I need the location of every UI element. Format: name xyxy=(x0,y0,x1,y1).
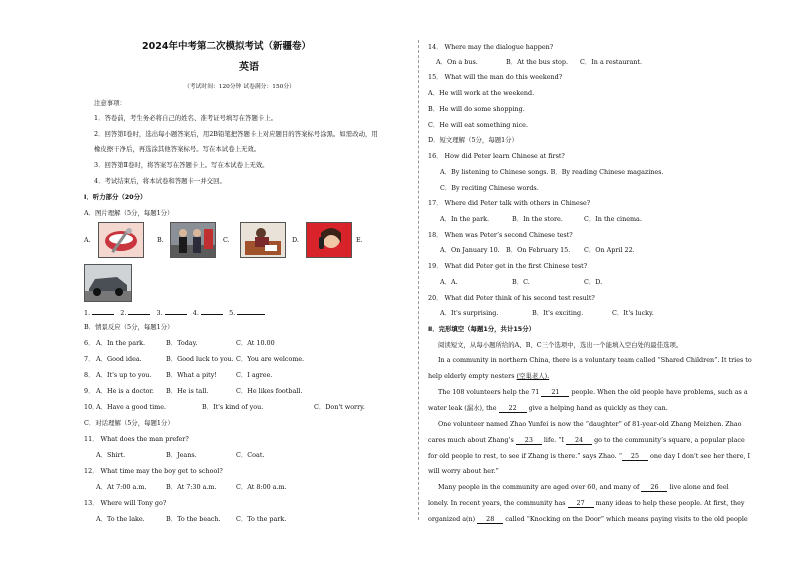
note-item: 4．考试结束后，将本试卷和答题卡一并交回。 xyxy=(94,177,226,185)
cloze-line: organized a(n) 28 called “Knocking on the Door” which means paying visits to the old people xyxy=(428,515,748,523)
blank-23[interactable]: 23 xyxy=(516,436,542,445)
blank-25[interactable]: 25 xyxy=(622,452,648,461)
question-14: 14． Where may the dialogue happen? xyxy=(428,43,554,51)
writing-picture xyxy=(240,222,286,258)
question-19: 19． What did Peter get in the first Chinese test? xyxy=(428,262,588,270)
pic-label-d: D. xyxy=(292,236,299,244)
question-15-option-b: B．He will do some shopping. xyxy=(428,105,525,113)
cloze-section: Ⅱ．完形填空（每题1分，共计15分） xyxy=(428,325,536,333)
cloze-line: cares much about Zhang’s 23 life. “I 24 go to the community’s square, a popular place xyxy=(428,436,745,444)
cloze-line: help elderly empty nesters (空巢老人). xyxy=(428,372,550,380)
question-11: 11． What does the man prefer? xyxy=(84,435,189,443)
part-c-heading: C．对话理解（5分，每题1分） xyxy=(84,419,174,427)
note-item: 橡皮擦干净后，再选涂其他答案标号。写在本试卷上无效。 xyxy=(94,145,261,153)
question-12: 12． What time may the boy get to school? xyxy=(84,467,223,475)
question-16: 16． How did Peter learn Chinese at first? xyxy=(428,152,565,160)
question-13: 13． Where will Tony go? xyxy=(84,499,167,507)
exam-page: 2024年中考第二次模拟考试（新疆卷） 英语 （考试时间：120分钟 试卷满分：150分） 注意事项： 1．答卷前，考生务必将自己的姓名、准考证号填写在答题卡上。 2．回答第Ⅰ卷时，选出每小题答案后，用2B铅笔把答题卡上对应题目的答案标号涂黑。如需改动，用 橡皮擦干净后，再选涂其他答案标号。写在本试卷上无效。 3．回答第Ⅱ卷时，将答案写在答题卡上。写在本试卷上无效。 4．考试结束后，将本试卷和答题卡一并交回。 Ⅰ．听力部分（20分） A．图片理解（5分，每题1分） A. B. C. D. E. 1. 2. 3. 4. 5. B．情景反应（5分，每题1分） 6． A．In the park. B．Today. C．At 10.00 7． A．Good idea. B．Good luck to you. C．You are welcome. 8． A．It's up to you. B．What a pity! C．I agree. 9． A．He is a doctor. B．He is tall. C．He likes football. 10． A．Have a good time. B．It's kind of you. C．Don't worry. C．对话理解（5分，每题1分） 11． What does the man prefer? A．Shirt. B．Jeans. C．Coat. 12． What time may the boy get to school? A．At 7:00 a.m. B．At 7:30 a.m. C．At 8:00 a.m. 13． Where will Tony go? A．To the lake. B．To the beach. C．To the park. 14． Where may the dialogue happen? A．On a bus. B．At the bus stop. C．In a restaurant. 15． What will the man do this weekend? A．He will work at the weekend. B．He will do some shopping. C．He will eat something nice. D．短文理解（5分，每题1分） 16． How did Peter learn Chinese at first? A．By listening to Chinese songs. B．By reading Chinese magazines. C．By reciting Chinese words. 17． Where did Peter talk with others in Chinese? A．In the park. B．In the store. C．In the cinema. 18． When was Peter’s second Chinese test? A．On January 10. B．On February 15. C．On April 22. 19． What did Peter get in the first Chinese test? A．A. B．C. C．D. 20． What did Peter think of his second test result? A．It's surprising. B．It's exciting. C．It's lucky. Ⅱ．完形填空（每题1分，共计15分） 阅读短文，从每小题所给的A、B、C三个选项中，选出一个能填入空白处的最佳选项。 In a community in northern China, there is a voluntary team called “Shared Children”. It tries to help elderly empty nesters (空巢老人). The 108 volunteers help the 71 21 people. When the old people have problems, such as a water leak (漏水), the 22 give a helping hand as quickly as they can. One volunteer named Zhao Yunfei is now the “daughter” of 81-year-old Zhang Meizhen. Zhao cares much about Zhang’s 23 life. “I 24 go to the community’s square, a popular place for old people to rest, to see if Zhang is there.” says Zhao. “ 25 one day I don't see her there, I will worry about her.” Many people in the community are aged over 60, and many of 26 live alone and feel lonely. In recent years, the community has 27 many ideas to help these people. At first, they organized a(n) 28 called “Knocking on the Door” which means paying visits to the old people xyxy=(84,41,752,523)
cloze-line: One volunteer named Zhao Yunfei is now the “daughter” of 81-year-old Zhang Meizhen. Zhao xyxy=(438,420,742,428)
cloze-line: In a community in northern China, there is a voluntary team called “Shared Children”. It tries to xyxy=(438,356,752,364)
cloze-line: The 108 volunteers help the 71 21 people. When the old people have problems, such as a xyxy=(438,388,748,396)
cloze-line: lonely. In recent years, the community has 27 many ideas to help these people. At first, they xyxy=(428,499,745,507)
blank-28[interactable]: 28 xyxy=(477,515,503,524)
blank-27[interactable]: 27 xyxy=(568,499,594,508)
pic-label-a: A. xyxy=(84,236,91,244)
pic-answer-line: 1. 2. 3. 4. 5. xyxy=(84,309,265,317)
note-item: 2．回答第Ⅰ卷时，选出每小题答案后，用2B铅笔把答题卡上对应题目的答案标号涂黑。如需改动，用 xyxy=(94,130,378,138)
cloze-line: Many people in the community are aged over 60, and many of 26 live alone and feel xyxy=(438,483,729,491)
people-picture xyxy=(170,222,216,258)
notes-heading: 注意事项： xyxy=(94,99,126,107)
part-a-heading: A．图片理解（5分，每题1分） xyxy=(84,209,174,217)
question-15-option-c: C．He will eat something nice. xyxy=(428,121,528,129)
question-16-options-ab: A．By listening to Chinese songs. B．By reading Chinese magazines. xyxy=(440,168,664,176)
cloze-instruction: 阅读短文，从每小题所给的A、B、C三个选项中，选出一个能填入空白处的最佳选项。 xyxy=(438,341,683,349)
blank-22[interactable]: 22 xyxy=(499,404,527,413)
phone-girl-picture xyxy=(306,222,352,258)
car-picture xyxy=(84,264,132,302)
note-item: 1．答卷前，考生务必将自己的姓名、准考证号填写在答题卡上。 xyxy=(94,114,278,122)
exam-subject: 英语 xyxy=(239,62,259,73)
tooth-picture xyxy=(98,222,144,258)
cloze-line: will worry about her.” xyxy=(428,467,499,475)
exam-title: 2024年中考第二次模拟考试（新疆卷） xyxy=(142,41,311,52)
question-17: 17． Where did Peter talk with others in Chinese? xyxy=(428,199,591,207)
exam-info: （考试时间：120分钟 试卷满分：150分） xyxy=(184,84,295,90)
question-15: 15． What will the man do this weekend? xyxy=(428,73,563,81)
cloze-line: water leak (漏水), the 22 give a helping hand as quickly as they can. xyxy=(428,404,668,412)
blank-24[interactable]: 24 xyxy=(566,436,592,445)
question-20: 20． What did Peter think of his second test result? xyxy=(428,294,595,302)
part-d-heading: D．短文理解（5分，每题1分） xyxy=(428,136,518,144)
pic-label-c: C. xyxy=(223,236,230,244)
question-15-option-a: A．He will work at the weekend. xyxy=(428,89,535,97)
question-18: 18． When was Peter’s second Chinese test? xyxy=(428,231,573,239)
column-divider xyxy=(418,40,419,520)
cloze-line: for old people to rest, to see if Zhang is there.” says Zhao. “ 25 one day I don't see her there, I xyxy=(428,452,751,460)
pic-label-b: B. xyxy=(157,236,164,244)
part-b-heading: B．情景反应（5分，每题1分） xyxy=(84,323,174,331)
blank-26[interactable]: 26 xyxy=(641,483,667,492)
blank-21[interactable]: 21 xyxy=(541,388,569,397)
listening-section: Ⅰ．听力部分（20分） xyxy=(84,193,147,201)
question-16-option-c: C．By reciting Chinese words. xyxy=(440,184,539,192)
note-item: 3．回答第Ⅱ卷时，将答案写在答题卡上。写在本试卷上无效。 xyxy=(94,161,269,169)
pic-label-e: E. xyxy=(356,236,363,244)
